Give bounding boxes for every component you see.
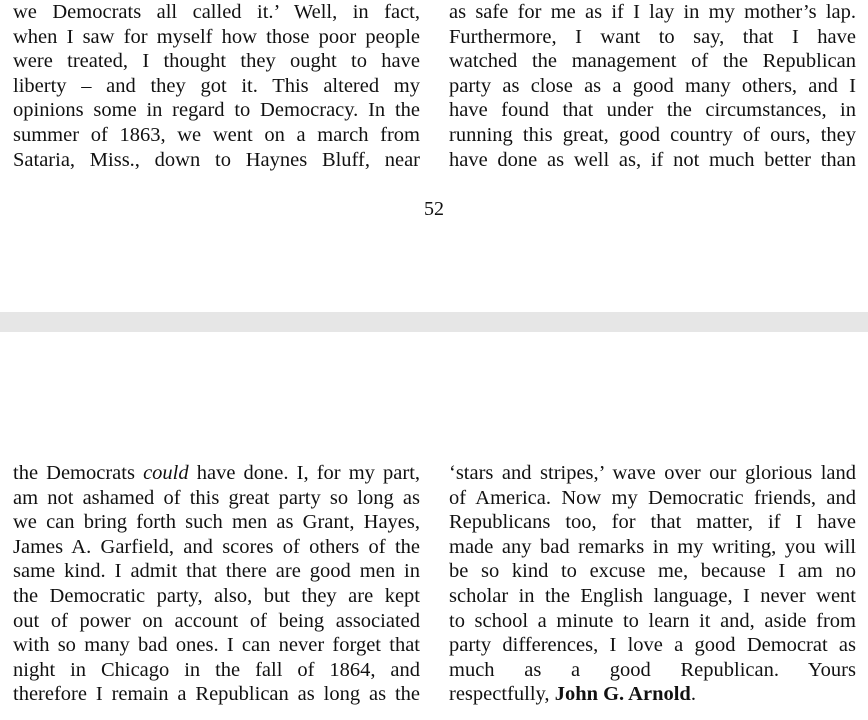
text-line: of America. Now my Democratic friends, and: [449, 486, 856, 509]
text-line: Furthermore, I want to say, that I have: [449, 25, 856, 48]
text-line: made any bad remarks in my writing, you will: [449, 535, 856, 558]
text-fragment: the Democrats: [13, 462, 144, 484]
text-line: summer of 1863, we went on a march from: [13, 123, 420, 146]
text-line: ‘stars and stripes,’ wave over our glorious land: [449, 462, 856, 484]
text-line: to school a minute to learn it and, aside from: [449, 609, 856, 632]
page-top: [0, 0, 868, 312]
text-line: have done as well as, if not much better than: [449, 148, 856, 171]
page-separator: [0, 312, 868, 332]
text-line: out of power on account of being associated: [13, 609, 420, 632]
text-line: party differences, I love a good Democrat as: [449, 634, 856, 657]
text-line: were treated, I thought they ought to have: [13, 50, 420, 73]
text-line: with so many bad ones. I can never forget that: [13, 634, 420, 657]
text-line: we can bring forth such men as Grant, Hayes,: [13, 511, 420, 534]
text-line: am not ashamed of this great party so long as: [13, 486, 420, 509]
text-line: opinions some in regard to Democracy. In the: [13, 99, 420, 122]
text-line: party as close as a good many others, and I: [449, 74, 856, 97]
text-line: as safe for me as if I lay in my mother’s lap.: [449, 1, 856, 23]
text-line: Republicans too, for that matter, if I have: [449, 511, 856, 534]
page-bottom: [0, 332, 868, 720]
text-line: James A. Garfield, and scores of others of the: [13, 535, 420, 558]
text-line: therefore I remain a Republican as long as the: [13, 683, 420, 706]
text-line: be so kind to excuse me, because I am no: [449, 560, 856, 583]
text-line: same kind. I admit that there are good men in: [13, 560, 420, 583]
text-line: we Democrats all called it.’ Well, in fact,: [13, 1, 420, 23]
text-line: when I saw for myself how those poor people: [13, 25, 420, 48]
text-line: liberty – and they got it. This altered my: [13, 74, 420, 97]
signature-text: John G. Arnold: [554, 683, 691, 706]
page-number: 52: [424, 198, 444, 220]
text-line: have found that under the circumstances, in: [449, 99, 856, 122]
text-line: [449, 682, 856, 707]
emphasis-text: could: [143, 462, 189, 484]
text-fragment: have done. I, for my part,: [188, 462, 420, 484]
text-line: watched the management of the Republican: [449, 50, 856, 73]
bottom-left-column: [13, 461, 420, 707]
top-left-column: [13, 0, 420, 172]
text-fragment: respectfully,: [449, 683, 555, 706]
text-line: Sataria, Miss., down to Haynes Bluff, near: [13, 148, 420, 171]
text-line: scholar in the English language, I never went: [449, 584, 856, 607]
text-line: much as a good Republican. Yours: [449, 658, 856, 681]
bottom-right-column: [449, 461, 856, 707]
top-right-column: [449, 0, 856, 172]
text-line: running this great, good country of ours, they: [449, 123, 856, 146]
text-line: night in Chicago in the fall of 1864, and: [13, 658, 420, 681]
text-line: [13, 461, 420, 486]
text-line: the Democratic party, also, but they are kept: [13, 584, 420, 607]
text-fragment: .: [690, 683, 696, 706]
